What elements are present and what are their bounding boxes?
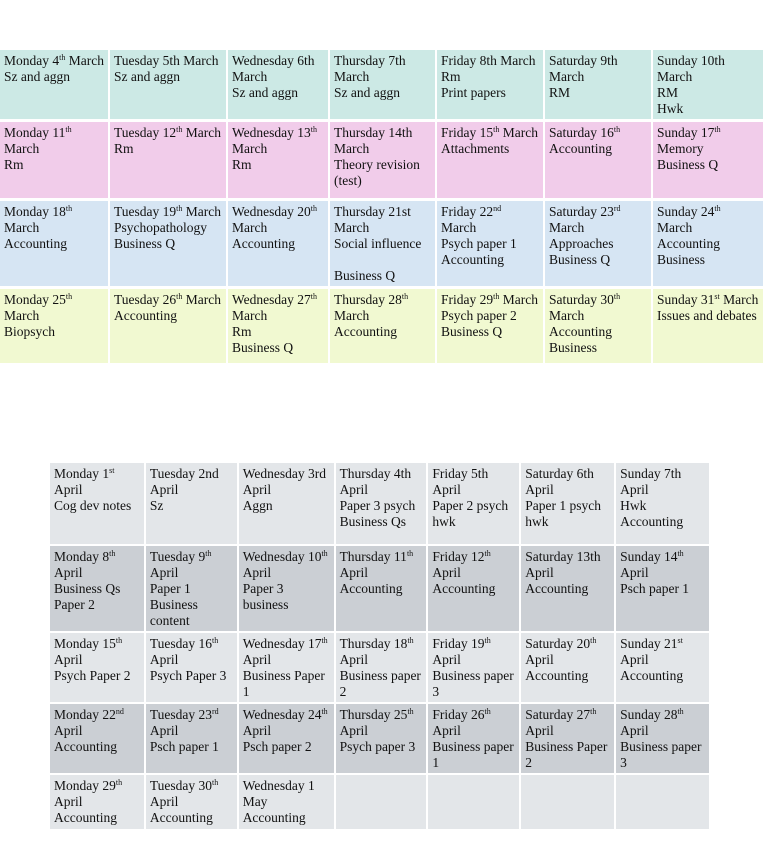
day-cell: Friday 12th April Accounting bbox=[428, 546, 519, 631]
day-cell: Tuesday 16th April Psych Paper 3 bbox=[146, 633, 237, 702]
day-cell: Wednesday 6th March Sz and aggn bbox=[228, 50, 328, 119]
day-cell: Wednesday 13th March Rm bbox=[228, 122, 328, 198]
day-cell: Friday 15th March Attachments bbox=[437, 122, 543, 198]
day-cell: Thursday 25th April Psych paper 3 bbox=[336, 704, 427, 773]
day-cell: Monday 1st April Cog dev notes bbox=[50, 463, 144, 544]
day-cell: Monday 15th April Psych Paper 2 bbox=[50, 633, 144, 702]
day-cell: Friday 19th April Business paper 3 bbox=[428, 633, 519, 702]
day-cell: Saturday 9th March RM bbox=[545, 50, 651, 119]
day-cell: Thursday 21st March Social influence Business Q bbox=[330, 201, 435, 286]
week-row bbox=[50, 704, 709, 773]
day-cell: Saturday 6th April Paper 1 psych hwk bbox=[521, 463, 614, 544]
day-cell: Thursday 28th March Accounting bbox=[330, 289, 435, 363]
day-cell: Wednesday 3rd April Aggn bbox=[239, 463, 334, 544]
day-cell: Monday 8th April Business Qs Paper 2 bbox=[50, 546, 144, 631]
day-cell: Sunday 10th March RM Hwk bbox=[653, 50, 763, 119]
week-row bbox=[0, 122, 763, 198]
day-cell: Saturday 30th March Accounting Business bbox=[545, 289, 651, 363]
day-cell: Monday 11th March Rm bbox=[0, 122, 108, 198]
day-cell: Tuesday 30th April Accounting bbox=[146, 775, 237, 829]
day-cell: Sunday 31st March Issues and debates bbox=[653, 289, 763, 363]
day-cell: Sunday 21st April Accounting bbox=[616, 633, 709, 702]
day-cell: Monday 25th March Biopsych bbox=[0, 289, 108, 363]
day-cell: Tuesday 9th April Paper 1 Business content bbox=[146, 546, 237, 631]
day-cell: Sunday 17th Memory Business Q bbox=[653, 122, 763, 198]
day-cell: Saturday 27th April Business Paper 2 bbox=[521, 704, 614, 773]
week-row bbox=[50, 546, 709, 631]
day-cell: Wednesday 20th March Accounting bbox=[228, 201, 328, 286]
day-cell: Friday 5th April Paper 2 psych hwk bbox=[428, 463, 519, 544]
day-cell: Saturday 20th April Accounting bbox=[521, 633, 614, 702]
day-cell: Saturday 23rd March Approaches Business Q bbox=[545, 201, 651, 286]
week-row bbox=[0, 201, 763, 286]
day-cell bbox=[521, 775, 614, 829]
day-cell: Tuesday 23rd April Psch paper 1 bbox=[146, 704, 237, 773]
day-cell: Tuesday 26th March Accounting bbox=[110, 289, 226, 363]
day-cell: Monday 18th March Accounting bbox=[0, 201, 108, 286]
week-row bbox=[0, 50, 763, 119]
day-cell: Tuesday 12th March Rm bbox=[110, 122, 226, 198]
day-cell: Saturday 16th Accounting bbox=[545, 122, 651, 198]
day-cell: Monday 29th April Accounting bbox=[50, 775, 144, 829]
day-cell: Wednesday 1 May Accounting bbox=[239, 775, 334, 829]
day-cell bbox=[616, 775, 709, 829]
day-cell: Sunday 7th April Hwk Accounting bbox=[616, 463, 709, 544]
day-cell: Wednesday 24th April Psch paper 2 bbox=[239, 704, 334, 773]
april-timetable bbox=[48, 461, 711, 831]
day-cell bbox=[428, 775, 519, 829]
day-cell: Sunday 14th April Psch paper 1 bbox=[616, 546, 709, 631]
day-cell: Friday 29th March Psych paper 2 Business Q bbox=[437, 289, 543, 363]
day-cell: Thursday 7th March Sz and aggn bbox=[330, 50, 435, 119]
day-cell: Thursday 11th April Accounting bbox=[336, 546, 427, 631]
day-cell: Tuesday 2nd April Sz bbox=[146, 463, 237, 544]
day-cell: Wednesday 27th March Rm Business Q bbox=[228, 289, 328, 363]
day-cell: Sunday 24th March Accounting Business bbox=[653, 201, 763, 286]
day-cell: Thursday 18th April Business paper 2 bbox=[336, 633, 427, 702]
day-cell: Monday 22nd April Accounting bbox=[50, 704, 144, 773]
march-timetable bbox=[0, 47, 765, 366]
day-cell: Saturday 13th April Accounting bbox=[521, 546, 614, 631]
week-row bbox=[50, 633, 709, 702]
day-cell: Thursday 4th April Paper 3 psych Business Qs bbox=[336, 463, 427, 544]
day-cell: Tuesday 5th March Sz and aggn bbox=[110, 50, 226, 119]
week-row bbox=[50, 775, 709, 829]
day-cell: Friday 8th March Rm Print papers bbox=[437, 50, 543, 119]
week-row bbox=[0, 289, 763, 363]
day-cell: Thursday 14th March Theory revision (test) bbox=[330, 122, 435, 198]
day-cell: Wednesday 17th April Business Paper 1 bbox=[239, 633, 334, 702]
day-cell: Monday 4th March Sz and aggn bbox=[0, 50, 108, 119]
day-cell: Friday 26th April Business paper 1 bbox=[428, 704, 519, 773]
day-cell: Sunday 28th April Business paper 3 bbox=[616, 704, 709, 773]
day-cell: Tuesday 19th March Psychopathology Business Q bbox=[110, 201, 226, 286]
week-row bbox=[50, 463, 709, 544]
day-cell: Friday 22nd March Psych paper 1 Accounting bbox=[437, 201, 543, 286]
day-cell bbox=[336, 775, 427, 829]
day-cell: Wednesday 10th April Paper 3 business bbox=[239, 546, 334, 631]
